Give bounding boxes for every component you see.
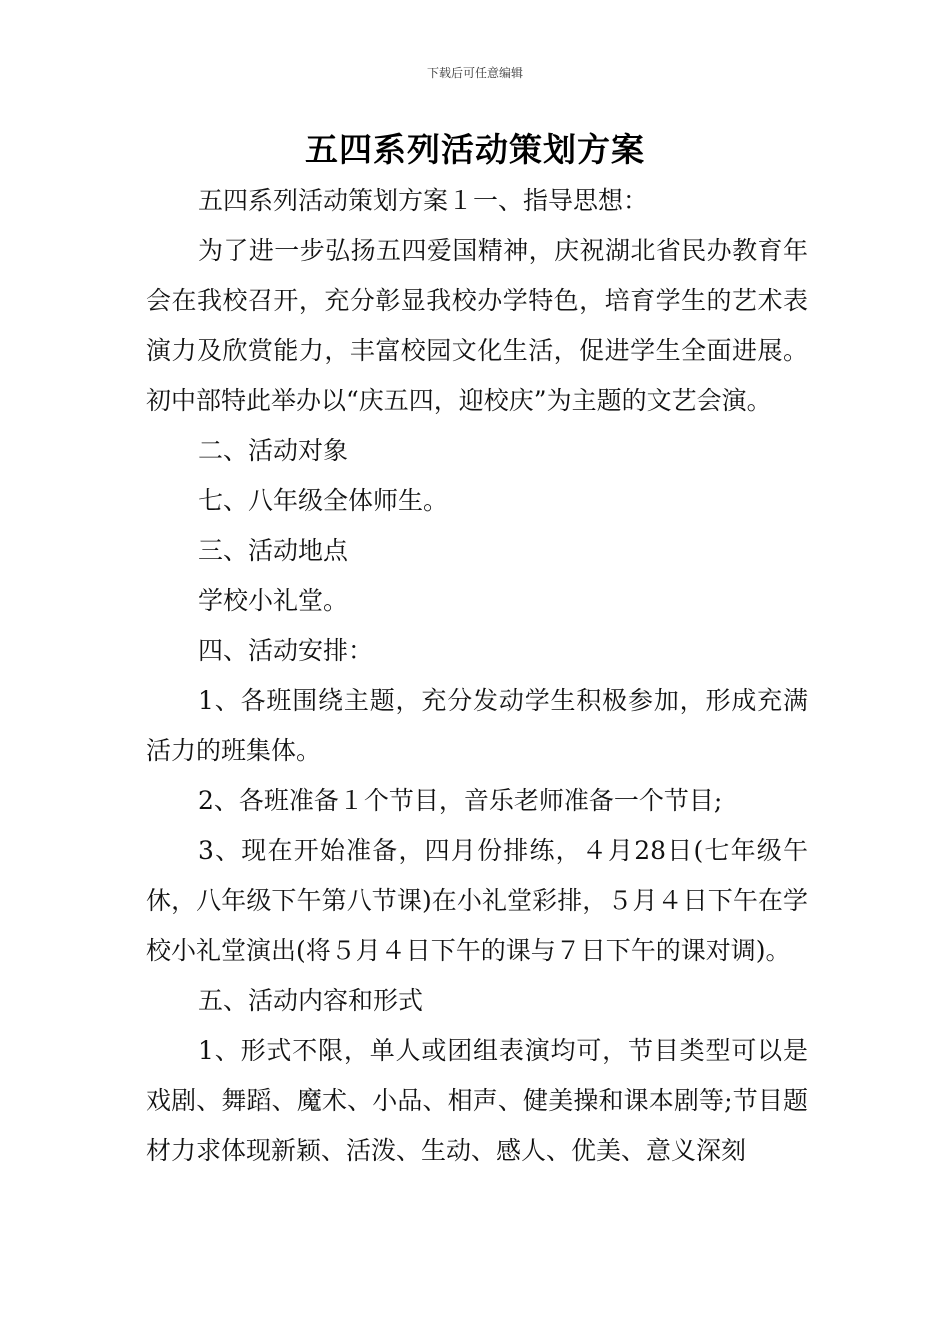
paragraph-intro-heading: 五四系列活动策划方案１一、指导思想： [198,186,649,215]
section-heading-arrangement: 四、活动安排： [198,636,374,665]
paragraph-arrangement-1: 1、各班围绕主题，充分发动学生积极参加，形成充满活力的班集体。 [146,686,808,765]
section-heading-location: 三、活动地点 [198,536,349,565]
header-note: 下载后可任意编辑 [426,66,523,80]
paragraph-content-form-1: 1、形式不限，单人或团组表演均可，节目类型可以是戏剧、舞蹈、魔术、小品、相声、健美操和课本剧等;节目题材力求体现新颖、活泼、生动、感人、优美、意义深刻 [146,1036,808,1165]
paragraph-arrangement-2: 2、各班准备１个节目，音乐老师准备一个节目; [198,786,723,815]
paragraph-guiding-thought: 为了进一步弘扬五四爱国精神，庆祝湖北省民办教育年会在我校召开，充分彰显我校办学特色，培育学生的艺术表演力及欣赏能力，丰富校园文化生活，促进学生全面进展。初中部特此举办以“庆五四，迎校庆”为主题的文艺会演。 [146,236,808,415]
document-body [146,176,808,1176]
section-heading-content-form: 五、活动内容和形式 [198,986,424,1015]
paragraph-participants: 七、八年级全体师生。 [198,486,449,515]
paragraph-arrangement-3: 3、现在开始准备，四月份排练，４月28日(七年级午休，八年级下午第八节课)在小礼堂彩排，５月４日下午在学校小礼堂演出(将５月４日下午的课与７日下午的课对调)。 [146,836,808,965]
document-title: 五四系列活动策划方案 [305,130,645,169]
section-heading-participants: 二、活动对象 [198,436,349,465]
paragraph-location: 学校小礼堂。 [198,586,349,615]
